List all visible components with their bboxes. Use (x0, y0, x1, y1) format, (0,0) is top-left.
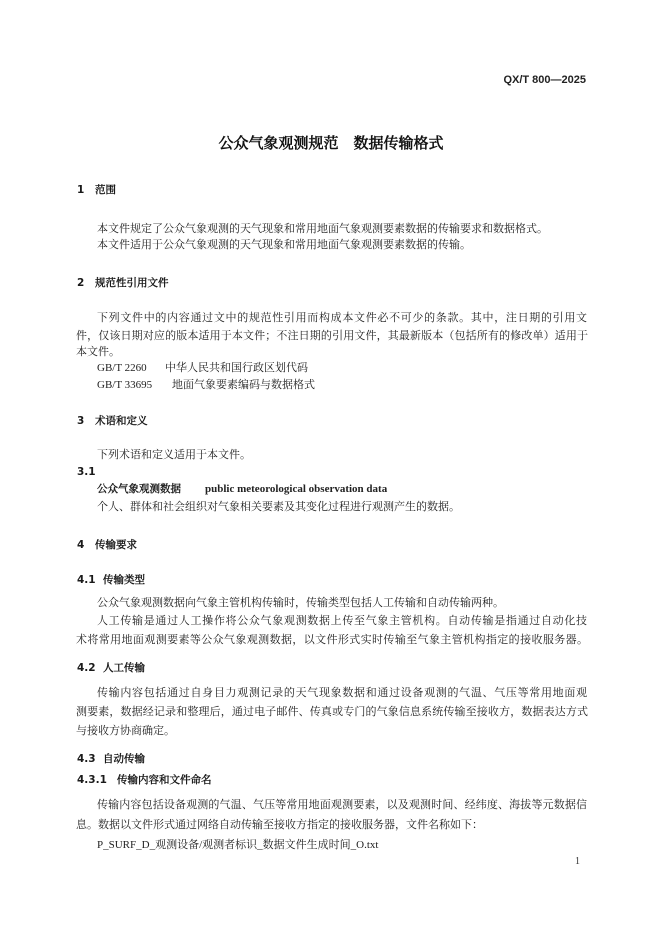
subsection-4-3-heading (77, 752, 145, 766)
section-title: 自动传输 (103, 753, 145, 765)
section-title: 规范性引用文件 (95, 277, 169, 289)
reference-code: GB/T 33695 (97, 379, 153, 391)
paragraph-line: 人工传输是通过人工操作将公众气象观测数据上传至气象主管机构。自动传输是指通过自动化技 (97, 615, 587, 627)
term-english: public meteorological observation data (205, 483, 388, 495)
paragraph-line: 本文件规定了公众气象观测的天气现象和常用地面气象观测要素数据的传输要求和数据格式。 (97, 223, 548, 235)
section-number: 3 (77, 415, 85, 427)
section-2-heading (77, 276, 169, 290)
subsection-4-3-1-heading (77, 773, 212, 787)
paragraph-line: 息。数据以文件形式通过网络自动传输至接收方指定的接收服务器，文件名称如下： (76, 819, 483, 831)
section-number: 4.2 (77, 662, 96, 674)
paragraph-line: 公众气象观测数据向气象主管机构传输时，传输类型包括人工传输和自动传输两种。 (97, 597, 504, 609)
term-definition: 个人、群体和社会组织对气象相关要素及其变化过程进行观测产生的数据。 (97, 501, 460, 513)
section-3-heading (77, 414, 148, 428)
term-number: 3.1 (77, 466, 96, 478)
section-number: 4 (77, 539, 85, 551)
subsection-4-2-heading (77, 661, 145, 675)
paragraph-line: 传输内容包括设备观测的气温、气压等常用地面观测要素，以及观测时间、经纬度、海拔等元数据信 (97, 799, 587, 811)
paragraph-line: 件，仅该日期对应的版本适用于本文件；不注日期的引用文件，其最新版本（包括所有的修改单）适用于 (76, 330, 588, 342)
section-title: 术语和定义 (95, 415, 148, 427)
section-number: 4.3 (77, 753, 96, 765)
paragraph-line: 本文件。 (76, 346, 120, 358)
term-entry (97, 482, 387, 496)
section-title: 传输要求 (95, 539, 137, 551)
filename-pattern: P_SURF_D_观测设备/观测者标识_数据文件生成时间_O.txt (97, 839, 379, 851)
standard-code: QX/T 800—2025 (503, 74, 586, 86)
section-number: 4.3.1 (77, 774, 107, 786)
paragraph-line: 本文件适用于公众气象观测的天气现象和常用地面气象观测要素数据的传输。 (97, 239, 471, 251)
section-1-heading (77, 183, 116, 197)
section-number: 2 (77, 277, 85, 289)
section-title: 范围 (95, 184, 116, 196)
paragraph-line: 术将常用地面观测要素等公众气象观测数据，以文件形式实时传输至气象主管机构指定的接收服务器。 (76, 634, 588, 646)
section-title: 人工传输 (103, 662, 145, 674)
section-title: 传输类型 (103, 574, 145, 586)
reference-title: 中华人民共和国行政区划代码 (165, 362, 308, 374)
section-number: 1 (77, 184, 85, 196)
section-4-heading (77, 538, 137, 552)
section-title: 传输内容和文件命名 (117, 774, 212, 786)
reference-title: 地面气象要素编码与数据格式 (172, 379, 315, 391)
paragraph-line: 测要素，数据经记录和整理后，通过电子邮件、传真或专门的气象信息系统传输至接收方，数据表达方式 (76, 706, 588, 718)
reference-item (97, 378, 315, 392)
reference-code: GB/T 2260 (97, 362, 147, 374)
subsection-4-1-heading (77, 573, 145, 587)
paragraph-line: 传输内容包括通过自身目力观测记录的天气现象数据和通过设备观测的气温、气压等常用地面观 (97, 687, 587, 699)
section-number: 4.1 (77, 574, 96, 586)
paragraph-line: 与接收方协商确定。 (76, 725, 175, 737)
reference-item (97, 361, 308, 375)
page-number: 1 (575, 856, 580, 867)
paragraph-line: 下列文件中的内容通过文中的规范性引用而构成本文件必不可少的条款。其中，注日期的引用文 (97, 312, 587, 324)
term-chinese: 公众气象观测数据 (97, 483, 181, 495)
document-title: 公众气象观测规范 数据传输格式 (218, 134, 444, 152)
paragraph-line: 下列术语和定义适用于本文件。 (97, 449, 251, 461)
